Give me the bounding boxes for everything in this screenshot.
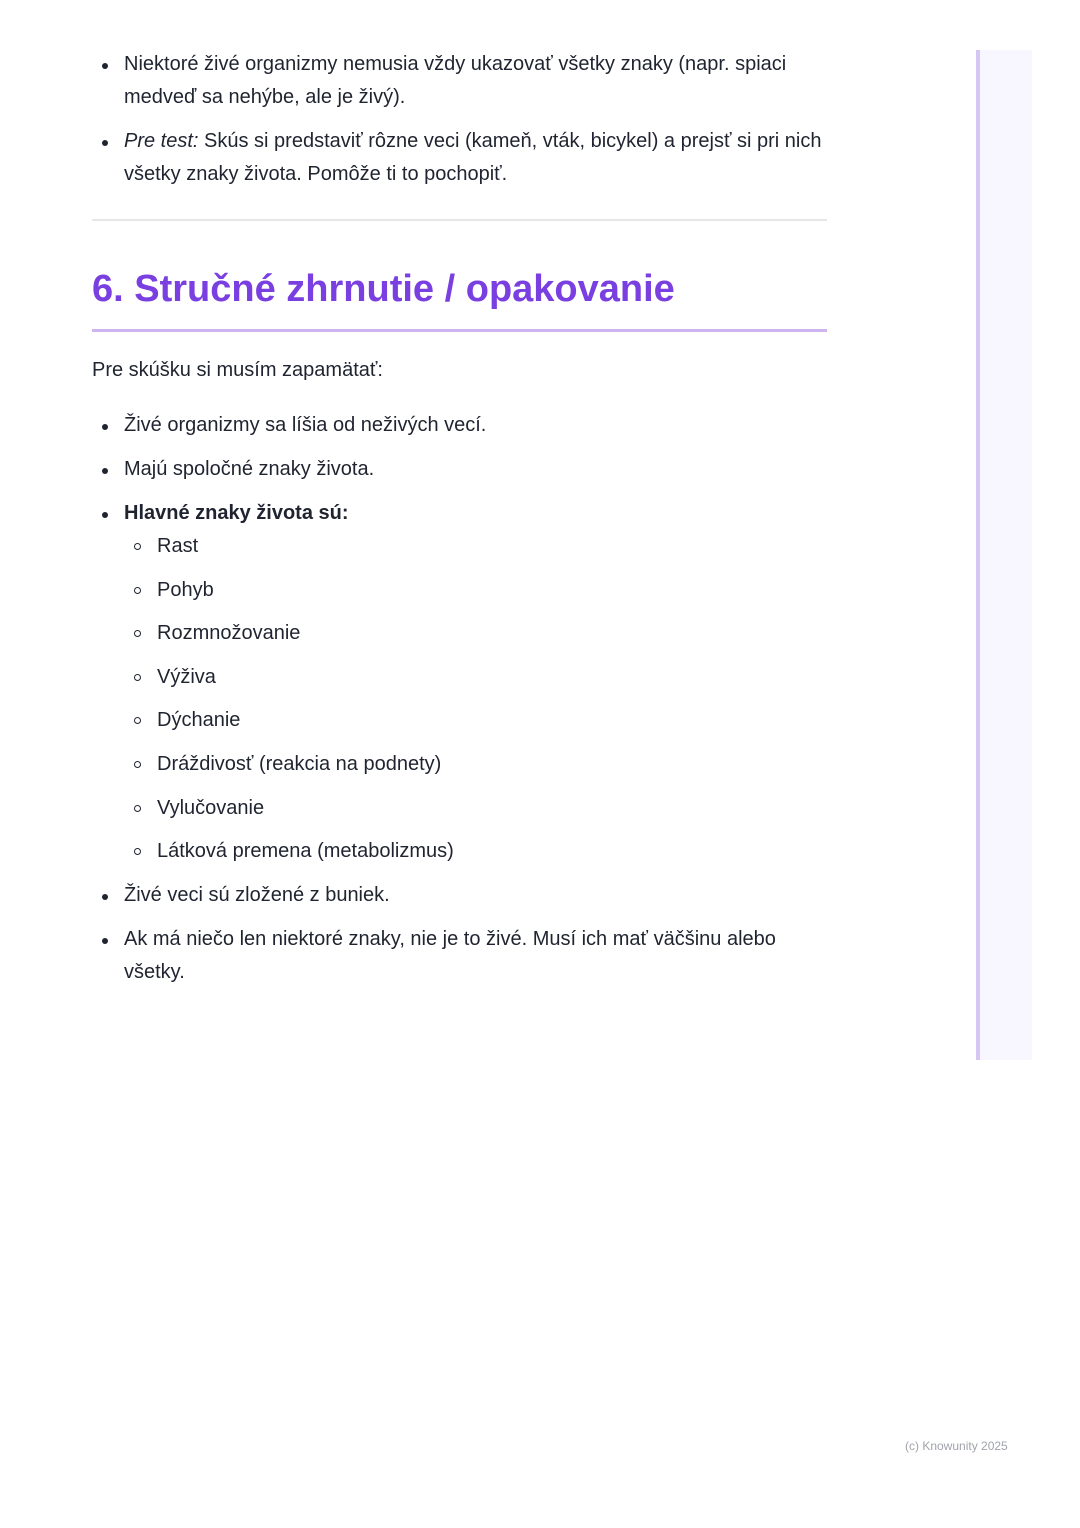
list-item-text: Živé veci sú zložené z buniek. <box>124 884 390 907</box>
summary-list <box>92 409 827 989</box>
sub-list-item: Rozmnožovanie <box>124 617 827 650</box>
sub-list-item: Dýchanie <box>124 704 827 737</box>
document-content <box>92 48 827 1000</box>
sub-list-item: Rast <box>124 530 827 563</box>
list-item <box>92 48 827 114</box>
section-heading: 6. Stručné zhrnutie / opakovanie <box>92 263 827 332</box>
copyright-footer: (c) Knowunity 2025 <box>905 1439 1008 1453</box>
sub-list-item: Dráždivosť (reakcia na podnety) <box>124 748 827 781</box>
list-item-text: Ak má niečo len niektoré znaky, nie je to živé. Musí ich mať väčšinu alebo všetky. <box>124 928 776 984</box>
list-item <box>92 453 827 486</box>
list-item-text: Majú spoločné znaky života. <box>124 458 375 480</box>
list-item-text: Hlavné znaky života sú: <box>124 502 349 524</box>
signs-of-life-list <box>124 530 827 868</box>
list-item-text: Skús si predstaviť rôzne veci (kameň, vták, bicykel) a prejsť si pri nich všetky znaky života. Pomôže ti to pochopiť. <box>124 130 822 185</box>
section-intro: Pre skúšku si musím zapamätať: <box>92 359 383 381</box>
list-item-text: Živé organizmy sa líšia od neživých vecí. <box>124 414 487 436</box>
sub-list-item: Vylučovanie <box>124 792 827 825</box>
list-item <box>92 497 827 868</box>
list-item-prefix: Pre test: <box>124 130 199 152</box>
section-divider <box>92 219 827 221</box>
sub-list-item: Výživa <box>124 661 827 694</box>
sub-list-item: Pohyb <box>124 574 827 607</box>
sub-list-item: Látková premena (metabolizmus) <box>124 835 827 868</box>
list-item-text: Niektoré živé organizmy nemusia vždy ukazovať všetky znaky (napr. spiaci medveď sa nehýbe, ale je živý). <box>124 53 787 108</box>
list-item <box>92 923 827 989</box>
previous-section-list <box>92 48 827 191</box>
side-panel <box>976 50 1032 1060</box>
list-item <box>92 409 827 442</box>
list-item <box>92 125 827 191</box>
list-item <box>92 879 827 912</box>
